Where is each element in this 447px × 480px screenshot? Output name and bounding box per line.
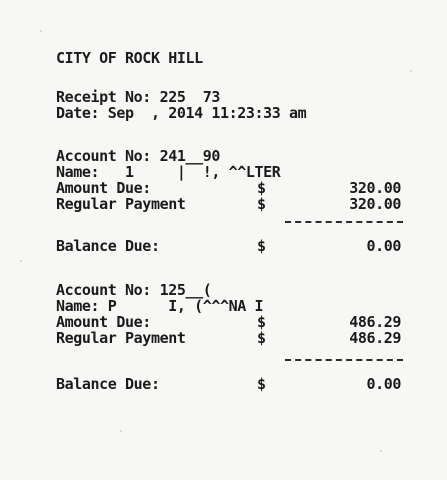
account-2-payment-label: Regular Payment: [56, 329, 186, 347]
account-2-balance-currency: $: [257, 375, 266, 393]
account-1-amount-due-currency: $: [257, 179, 266, 197]
account-2-payment-currency: $: [257, 329, 266, 347]
paper-speck: [380, 450, 382, 452]
account-1-balance-currency: $: [257, 237, 266, 255]
paper-speck: [40, 30, 42, 32]
account-2-balance-label: Balance Due:: [56, 375, 160, 393]
account-2-payment-value: 486.29: [349, 329, 401, 347]
account-2-amount-due-currency: $: [257, 313, 266, 331]
receipt-number: Receipt No: 225 73: [56, 88, 220, 106]
account-1-balance-label: Balance Due:: [56, 237, 160, 255]
account-1-name: Name: 1 | !, ^^LTER: [56, 163, 281, 181]
receipt-date: Date: Sep , 2014 11:23:33 am: [56, 104, 307, 122]
paper-speck: [20, 260, 22, 262]
account-2-name: Name: P I, (^^^NA I: [56, 297, 264, 315]
account-1-amount-due-label: Amount Due:: [56, 179, 151, 197]
account-2-balance-value: 0.00: [366, 375, 401, 393]
city-title: CITY OF ROCK HILL: [56, 49, 203, 67]
account-2-divider: [285, 359, 403, 361]
account-1-amount-due-value: 320.00: [349, 179, 401, 197]
account-2-amount-due-value: 486.29: [349, 313, 401, 331]
account-1-payment-label: Regular Payment: [56, 195, 186, 213]
paper-speck: [410, 70, 412, 72]
paper-speck: [120, 430, 122, 432]
account-2-amount-due-label: Amount Due:: [56, 313, 151, 331]
account-1-number: Account No: 241__90: [56, 147, 220, 165]
account-1-divider: [285, 221, 403, 223]
account-1-payment-currency: $: [257, 195, 266, 213]
account-2-number: Account No: 125__(: [56, 281, 212, 299]
account-1-balance-value: 0.00: [366, 237, 401, 255]
account-1-payment-value: 320.00: [349, 195, 401, 213]
